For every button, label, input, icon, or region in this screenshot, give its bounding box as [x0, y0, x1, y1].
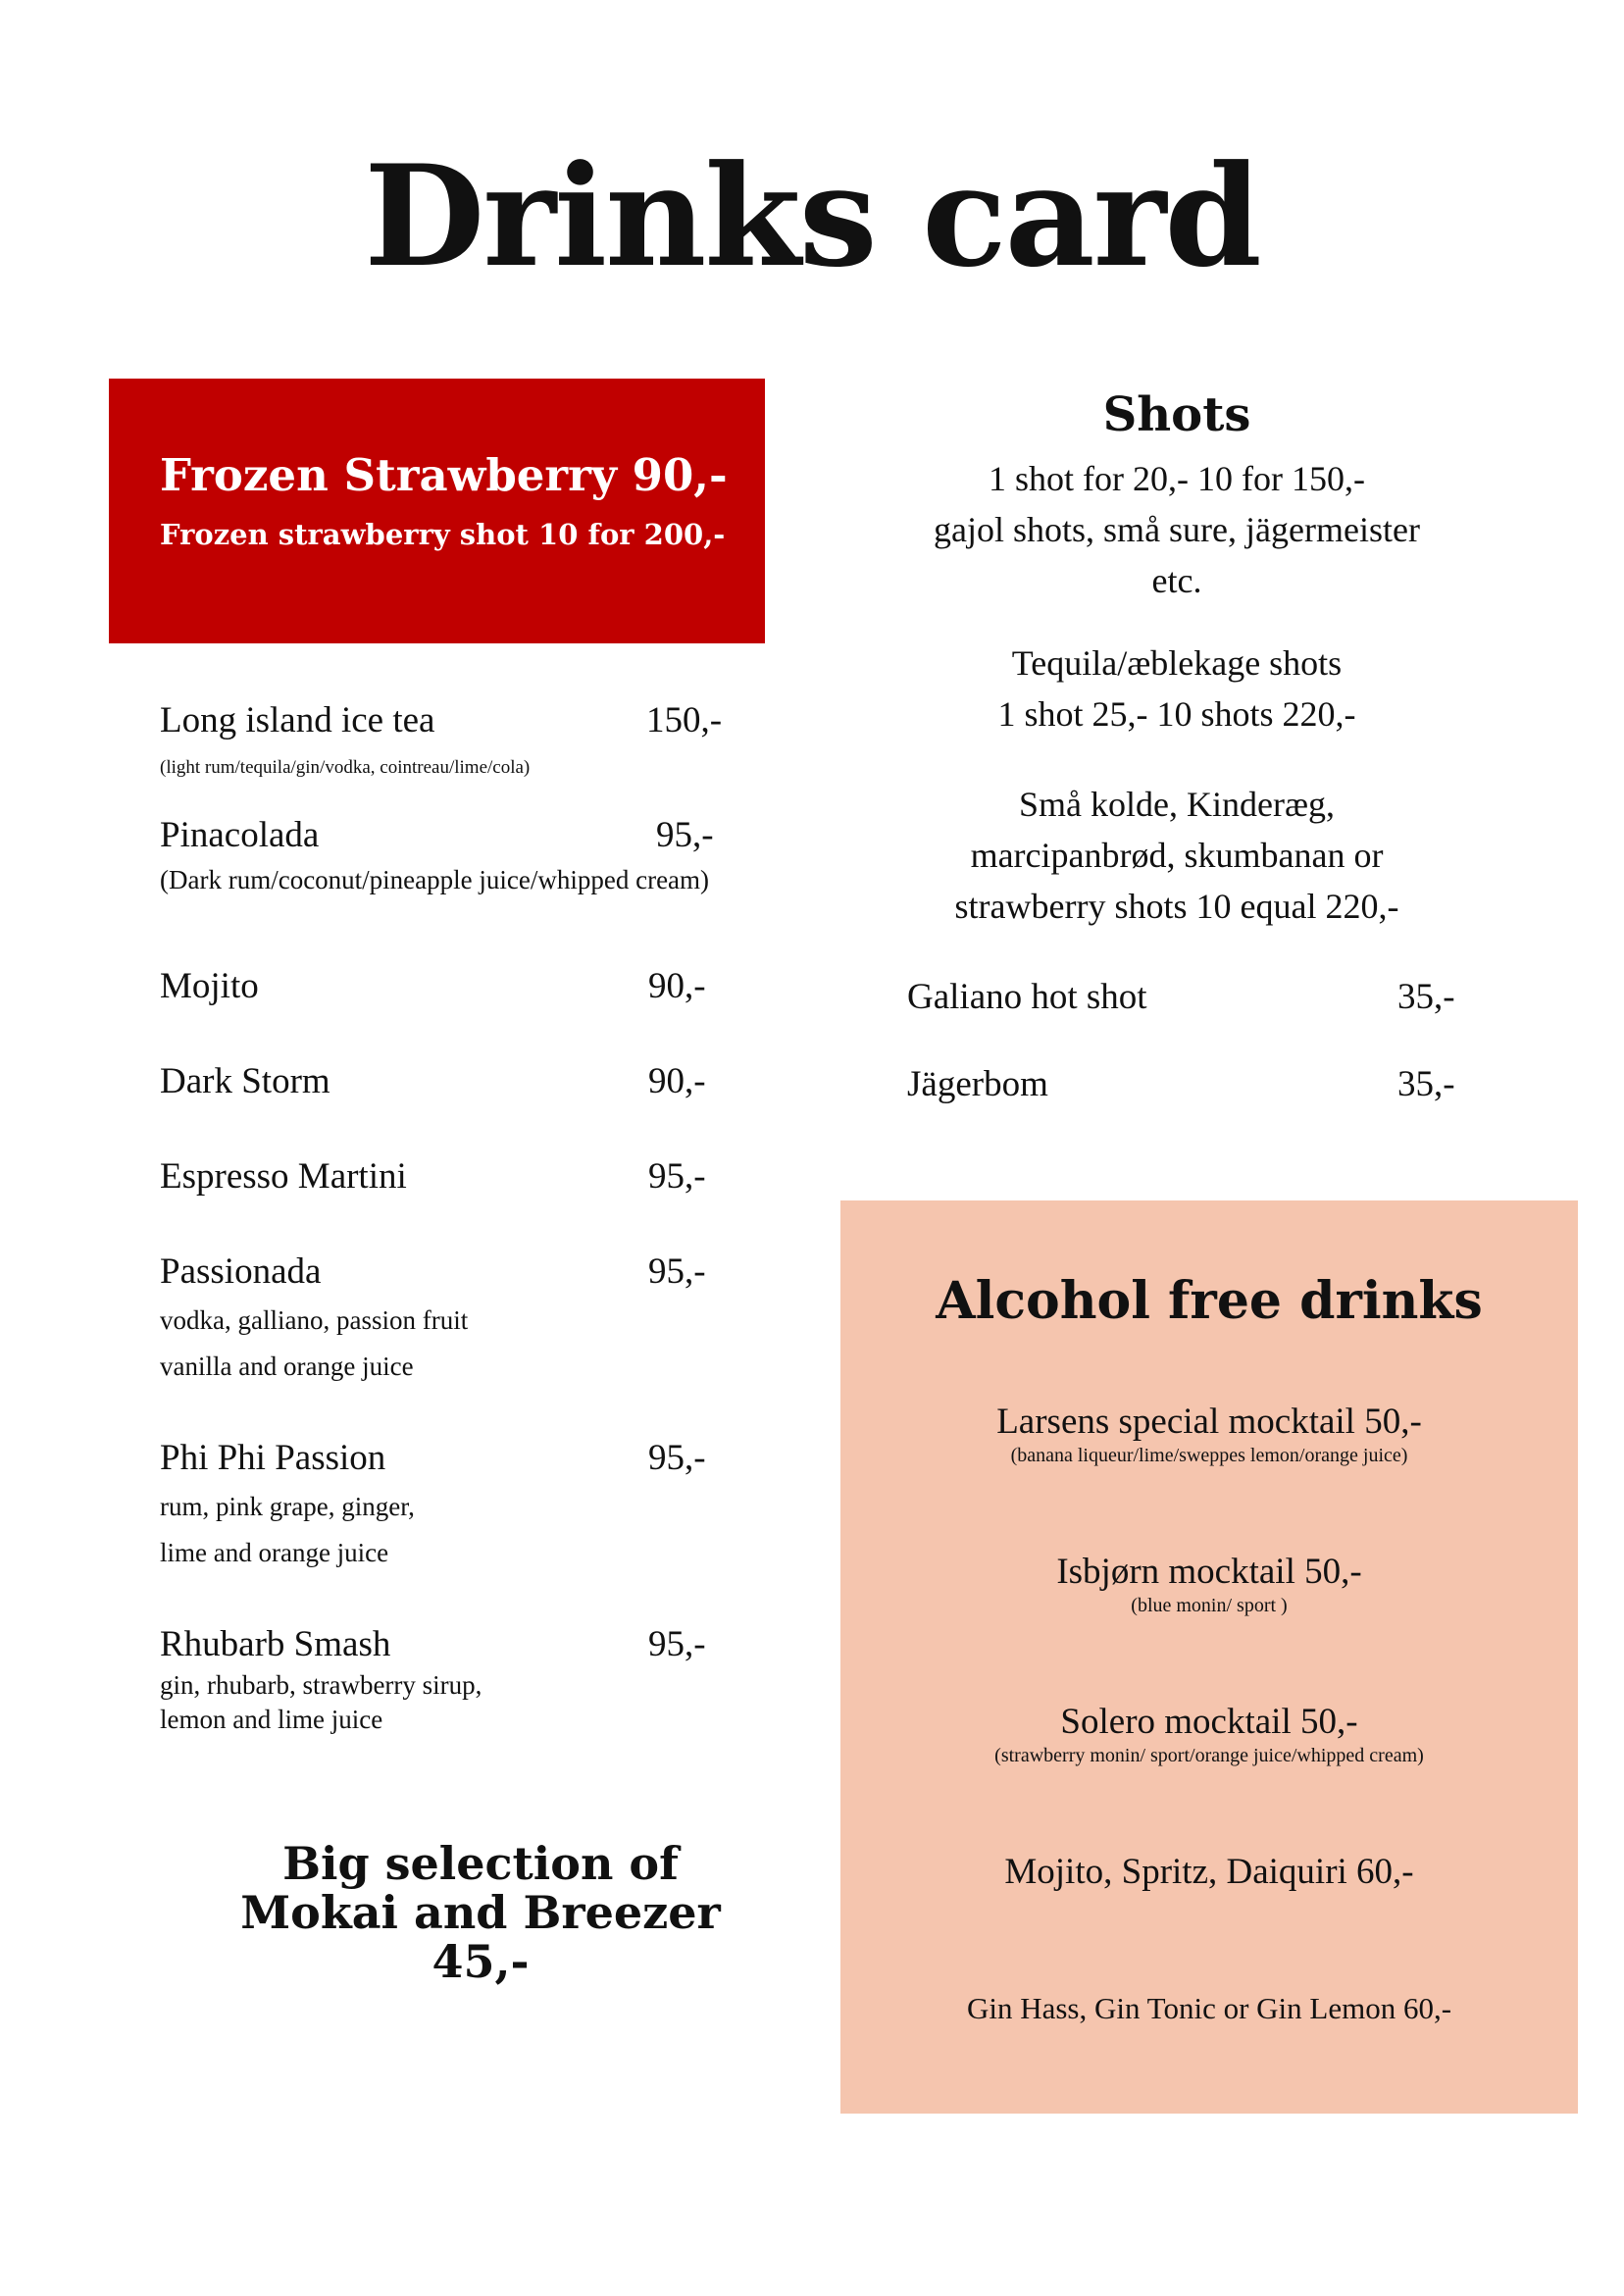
item-description — [160, 1484, 729, 1576]
shots-line: etc. — [1151, 561, 1202, 600]
item-price: 95,- — [648, 1156, 706, 1197]
item-name: Solero mocktail 50,- — [1060, 1702, 1358, 1742]
shots-block-special — [883, 779, 1471, 932]
item-name: Larsens special mocktail 50,- — [996, 1402, 1422, 1442]
featured-sub-offer: Frozen strawberry shot 10 for 200,- — [160, 518, 726, 551]
big-selection-offer — [172, 1839, 789, 1986]
shots-line: Små kolde, Kinderæg, — [1019, 785, 1335, 824]
item-price: 95,- — [648, 1624, 706, 1664]
item-name: Dark Storm — [160, 1061, 330, 1101]
item-name: Isbjørn mocktail 50,- — [1056, 1552, 1362, 1592]
shots-block-general — [883, 453, 1471, 606]
item-description-line: vanilla and orange juice — [160, 1352, 414, 1381]
item-name: Gin Hass, Gin Tonic or Gin Lemon 60,- — [966, 1991, 1452, 2025]
item-description: (Dark rum/coconut/pineapple juice/whipped cream) — [160, 865, 710, 894]
item-description — [160, 1668, 729, 1737]
shots-line: marcipanbrød, skumbanan or — [970, 836, 1384, 875]
big-selection-line: Mokai and Breezer — [240, 1886, 721, 1939]
big-selection-line: Big selection of — [282, 1837, 679, 1890]
mocktail-larsens-special — [840, 1401, 1578, 1467]
page-title: Drinks card — [364, 135, 1260, 298]
item-name: Jägerbom — [907, 1064, 1048, 1104]
item-name: Long island ice tea — [160, 700, 435, 740]
item-name: Rhubarb Smash — [160, 1624, 391, 1664]
item-price: 95,- — [656, 815, 714, 855]
item-name: Passionada — [160, 1251, 322, 1292]
shots-line: gajol shots, små sure, jägermeister — [934, 510, 1420, 549]
alcohol-free-box — [840, 1200, 1578, 2114]
mocktail-solero — [840, 1701, 1578, 1767]
item-name: Pinacolada — [160, 815, 320, 855]
item-name: Mojito, Spritz, Daiquiri 60,- — [1004, 1852, 1414, 1892]
featured-box — [109, 379, 765, 643]
shots-line: 1 shot 25,- 10 shots 220,- — [997, 694, 1356, 734]
mocktail-gin-options — [840, 1991, 1578, 2026]
item-description: (light rum/tequila/gin/vodka, cointreau/lime/cola) — [160, 757, 531, 778]
alcohol-free-heading: Alcohol free drinks — [936, 1271, 1483, 1331]
item-price: 90,- — [648, 1061, 706, 1101]
shots-heading: Shots — [1102, 387, 1251, 442]
item-price: 95,- — [648, 1251, 706, 1292]
item-price: 35,- — [1397, 1064, 1455, 1104]
shots-block-tequila — [883, 638, 1471, 740]
featured-main-offer: Frozen Strawberry 90,- — [160, 449, 728, 501]
shots-line: 1 shot for 20,- 10 for 150,- — [989, 459, 1365, 498]
item-description: (banana liqueur/lime/sweppes lemon/orange juice) — [1010, 1445, 1408, 1466]
item-name: Phi Phi Passion — [160, 1438, 386, 1478]
mocktail-mojito-spritz-daiquiri — [840, 1851, 1578, 1893]
mocktail-isbjorn — [840, 1551, 1578, 1617]
item-description-line: lemon and lime juice — [160, 1705, 383, 1734]
item-name: Mojito — [160, 966, 259, 1006]
item-price: 95,- — [648, 1438, 706, 1478]
item-name: Espresso Martini — [160, 1156, 407, 1197]
item-description-line: vodka, galliano, passion fruit — [160, 1305, 469, 1335]
item-description: (blue monin/ sport ) — [1131, 1595, 1288, 1616]
item-description-line: rum, pink grape, ginger, — [160, 1492, 415, 1521]
big-selection-price: 45,- — [431, 1935, 530, 1988]
shots-line: strawberry shots 10 equal 220,- — [954, 887, 1399, 926]
item-description: (strawberry monin/ sport/orange juice/whipped cream) — [994, 1745, 1424, 1766]
item-price: 150,- — [646, 700, 723, 740]
item-price: 90,- — [648, 966, 706, 1006]
item-name: Galiano hot shot — [907, 977, 1147, 1017]
item-description-line: lime and orange juice — [160, 1538, 389, 1567]
item-description — [160, 1298, 729, 1390]
item-description-line: gin, rhubarb, strawberry sirup, — [160, 1670, 482, 1700]
item-price: 35,- — [1397, 977, 1455, 1017]
shots-line: Tequila/æblekage shots — [1011, 643, 1343, 683]
